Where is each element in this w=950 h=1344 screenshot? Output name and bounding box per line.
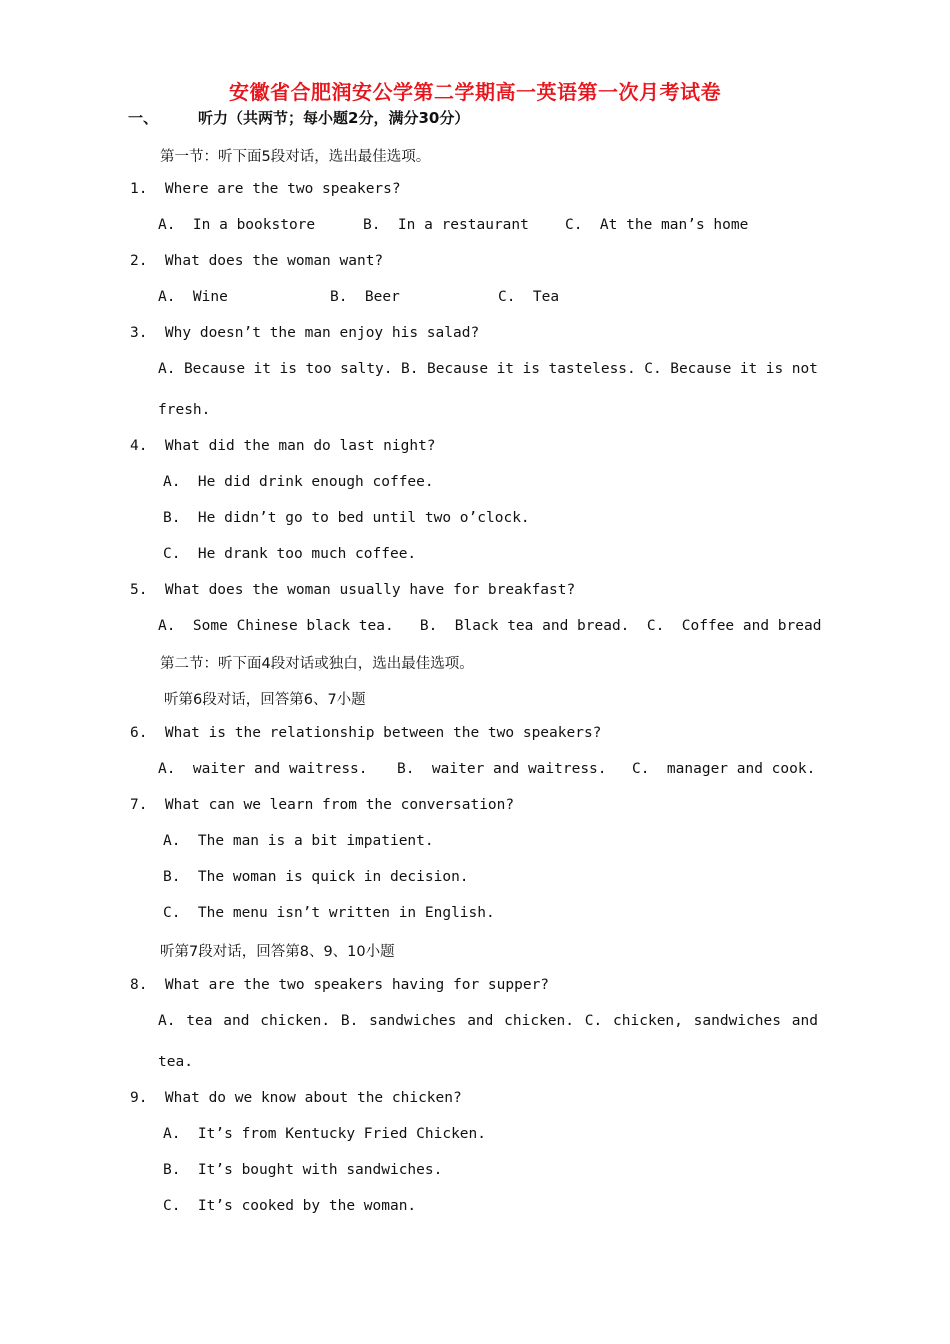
question-7-option-b: B. The woman is quick in decision. bbox=[163, 869, 469, 885]
question-9-option-c: C. It’s cooked by the woman. bbox=[163, 1198, 417, 1214]
question-8-options bbox=[158, 1013, 818, 1029]
q8-word: chicken. bbox=[260, 1013, 331, 1029]
question-2-option-c: C. Tea bbox=[498, 289, 560, 305]
exam-title: 安徽省合肥润安公学第二学期高一英语第一次月考试卷 bbox=[229, 80, 721, 104]
question-1-option-a: A. In a bookstore bbox=[158, 217, 316, 233]
question-3-stem: 3. Why doesn’t the man enjoy his salad? bbox=[130, 325, 480, 341]
question-8-stem: 8. What are the two speakers having for supper? bbox=[130, 977, 550, 993]
q3-word: too bbox=[305, 361, 332, 377]
q3-word: is bbox=[279, 361, 297, 377]
q3-word: Because bbox=[183, 361, 246, 377]
question-9-stem: 9. What do we know about the chicken? bbox=[130, 1090, 462, 1106]
q3-word: Because bbox=[670, 361, 732, 377]
section-heading bbox=[128, 107, 469, 128]
q8-word: chicken, bbox=[613, 1013, 683, 1029]
dialog-6-instruction: 听第6段对话，回答第6、7小题 bbox=[164, 692, 366, 708]
question-5-options: A. Some Chinese black tea. B. Black tea and bread. C. Coffee and bread bbox=[158, 618, 822, 634]
q8-word: and bbox=[223, 1013, 250, 1029]
q8-word: and bbox=[791, 1013, 818, 1029]
question-3-options-cont: fresh. bbox=[158, 402, 211, 418]
question-4-option-b: B. He didn’t go to bed until two o’clock. bbox=[163, 510, 530, 526]
question-6-option-c: C. manager and cook. bbox=[632, 761, 816, 777]
question-1-option-c: C. At the man’s home bbox=[565, 217, 749, 233]
question-2-option-b: B. Beer bbox=[330, 289, 400, 305]
question-3-options bbox=[158, 361, 818, 377]
question-2-stem: 2. What does the woman want? bbox=[130, 253, 384, 269]
q3-word: Because bbox=[426, 361, 489, 377]
question-1-stem: 1. Where are the two speakers? bbox=[130, 181, 401, 197]
section-number: 一、 bbox=[128, 109, 159, 127]
question-9-option-b: B. It’s bought with sandwiches. bbox=[163, 1162, 443, 1178]
question-6-stem: 6. What is the relationship between the two speakers? bbox=[130, 725, 602, 741]
q3-word: C. bbox=[644, 361, 662, 377]
q8-word: C. bbox=[584, 1013, 603, 1029]
q3-word: it bbox=[739, 361, 758, 377]
q8-word: chicken. bbox=[504, 1013, 575, 1029]
q3-word: is bbox=[522, 361, 540, 377]
question-9-option-a: A. It’s from Kentucky Fried Chicken. bbox=[163, 1126, 487, 1142]
dialog-7-instruction: 听第7段对话，回答第8、9、10小题 bbox=[160, 944, 395, 960]
q3-word: it bbox=[253, 361, 272, 377]
question-6-option-a: A. waiter and waitress. bbox=[158, 761, 368, 777]
q3-word: B. bbox=[401, 361, 419, 377]
question-2-option-a: A. Wine bbox=[158, 289, 228, 305]
question-6-option-b: B. waiter and waitress. bbox=[397, 761, 607, 777]
q8-word: sandwiches bbox=[693, 1013, 781, 1029]
question-7-option-c: C. The menu isn’t written in English. bbox=[163, 905, 495, 921]
q3-word: salty. bbox=[340, 361, 393, 377]
question-8-options-cont: tea. bbox=[158, 1054, 193, 1070]
q8-word: sandwiches bbox=[369, 1013, 457, 1029]
q8-word: B. bbox=[340, 1013, 359, 1029]
question-4-option-a: A. He did drink enough coffee. bbox=[163, 474, 434, 490]
question-4-stem: 4. What did the man do last night? bbox=[130, 438, 436, 454]
section-label: 听力（共两节；每小题2分，满分30分） bbox=[198, 109, 470, 127]
question-1-option-b: B. In a restaurant bbox=[363, 217, 529, 233]
question-5-stem: 5. What does the woman usually have for breakfast? bbox=[130, 582, 576, 598]
part2-intro: 第二节：听下面4段对话或独白，选出最佳选项。 bbox=[160, 656, 474, 672]
question-7-stem: 7. What can we learn from the conversation? bbox=[130, 797, 515, 813]
part1-intro: 第一节：听下面5段对话，选出最佳选项。 bbox=[160, 149, 431, 165]
q3-word: tasteless. bbox=[548, 361, 636, 377]
q8-word: A. bbox=[158, 1013, 176, 1029]
q3-word: A. bbox=[158, 361, 176, 377]
q8-word: and bbox=[467, 1013, 494, 1029]
question-7-option-a: A. The man is a bit impatient. bbox=[163, 833, 434, 849]
q8-word: tea bbox=[186, 1013, 213, 1029]
question-4-option-c: C. He drank too much coffee. bbox=[163, 546, 417, 562]
q3-word: not bbox=[791, 361, 818, 377]
q3-word: it bbox=[496, 361, 515, 377]
q3-word: is bbox=[765, 361, 784, 377]
